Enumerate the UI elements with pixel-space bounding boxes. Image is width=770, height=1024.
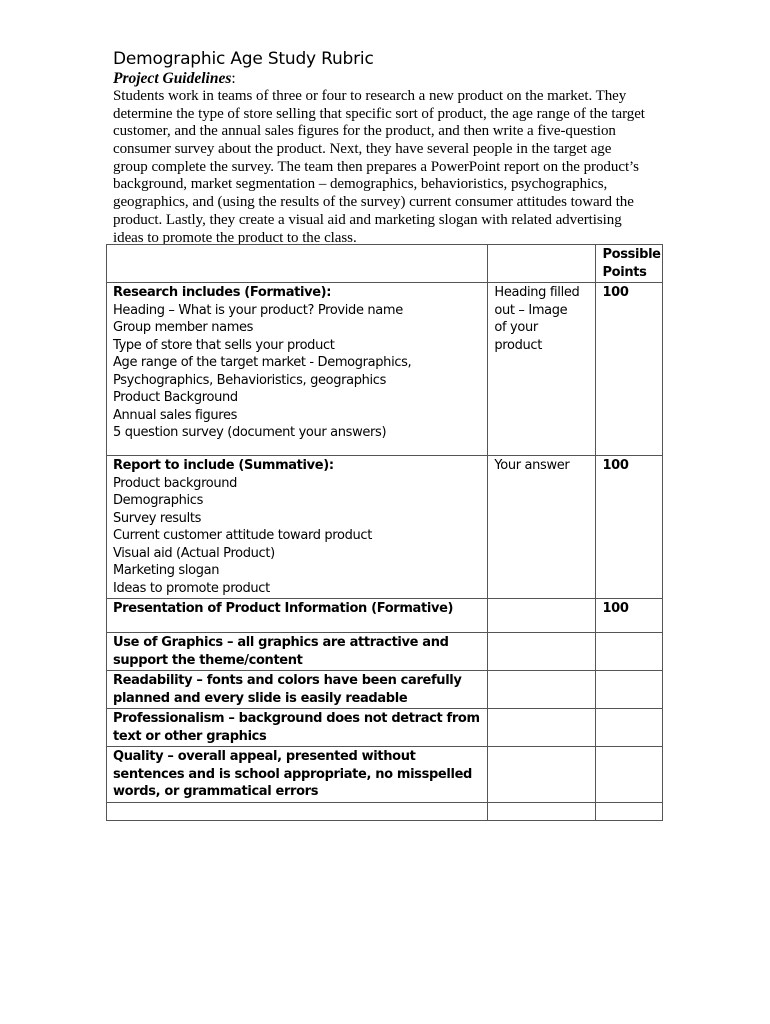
quality-notes-cell — [488, 747, 596, 803]
research-item: Psychographics, Behavioristics, geographics — [113, 372, 387, 388]
header-points-cell — [596, 245, 663, 283]
professionalism-text: Professionalism – background does not detract from text or other graphics — [113, 711, 480, 744]
guidelines-label — [113, 70, 236, 88]
research-item: Heading – What is your product? Provide name — [113, 302, 403, 318]
quality-points-cell — [596, 747, 663, 803]
research-note-line: out – Image — [494, 302, 568, 318]
guidelines-line: customer, and the annual sales figures for the product, and then write a five-question — [113, 123, 616, 140]
presentation-row — [107, 599, 663, 633]
guidelines-line: geographics, and (using the results of the survey) current consumer attitudes toward the — [113, 194, 634, 211]
graphics-row — [107, 633, 663, 671]
guidelines-line: consumer survey about the product. Next, they have several people in the target age — [113, 141, 612, 158]
research-heading: Research includes (Formative): — [113, 285, 332, 300]
presentation-criteria-cell: Presentation of Product Information (Formative) — [107, 599, 488, 633]
report-heading: Report to include (Summative): — [113, 458, 334, 473]
research-note-line: of your — [494, 320, 538, 335]
quality-criteria-cell — [107, 747, 488, 803]
guidelines-paragraph — [113, 88, 673, 247]
presentation-notes-cell — [488, 599, 596, 633]
report-row — [107, 456, 663, 599]
readability-points-cell — [596, 671, 663, 709]
quality-text: Quality – overall appeal, presented without sentences and is school appropriate, no misspelled words, or grammatical errors — [113, 749, 473, 799]
research-item: Type of store that sells your product — [113, 337, 335, 353]
document-title: Demographic Age Study Rubric — [113, 49, 374, 69]
research-note-line: product — [494, 337, 542, 353]
guidelines-line: ideas to promote the product to the class. — [113, 229, 357, 246]
header-criteria-cell — [107, 245, 488, 283]
report-item: Survey results — [113, 510, 202, 526]
research-item: Annual sales figures — [113, 407, 238, 423]
guidelines-line: group complete the survey. The team then prepares a PowerPoint report on the product’s — [113, 158, 639, 175]
research-notes-cell — [488, 283, 596, 456]
rubric-header-row — [107, 245, 663, 283]
report-item: Demographics — [113, 493, 204, 508]
research-item: Age range of the target market - Demographics, — [113, 355, 412, 370]
research-criteria-cell — [107, 283, 488, 456]
report-item: Ideas to promote product — [113, 580, 270, 596]
professionalism-row — [107, 709, 663, 747]
research-note-line: Heading filled — [494, 285, 580, 300]
readability-criteria-cell — [107, 671, 488, 709]
report-criteria-cell — [107, 456, 488, 599]
graphics-points-cell — [596, 633, 663, 671]
guidelines-heading: Project Guidelines — [113, 70, 232, 87]
blank-points-cell — [596, 802, 663, 820]
graphics-criteria-cell — [107, 633, 488, 671]
report-item: Product background — [113, 475, 238, 491]
professionalism-criteria-cell — [107, 709, 488, 747]
readability-row — [107, 671, 663, 709]
guidelines-colon: : — [231, 70, 236, 87]
professionalism-points-cell — [596, 709, 663, 747]
blank-row — [107, 802, 663, 820]
graphics-text: Use of Graphics – all graphics are attractive and support the theme/content — [113, 635, 449, 668]
graphics-notes-cell — [488, 633, 596, 671]
rubric-table — [106, 244, 663, 821]
research-row — [107, 283, 663, 456]
readability-notes-cell — [488, 671, 596, 709]
report-item: Marketing slogan — [113, 563, 220, 578]
guidelines-line: background, market segmentation – demographics, behavioristics, psychographics, — [113, 176, 608, 193]
research-item: Product Background — [113, 390, 238, 405]
professionalism-notes-cell — [488, 709, 596, 747]
report-item: Current customer attitude toward product — [113, 528, 372, 543]
header-points-line: Points — [602, 264, 647, 280]
quality-row — [107, 747, 663, 803]
blank-criteria-cell — [107, 802, 488, 820]
readability-text: Readability – fonts and colors have been carefully planned and every slide is easily readable — [113, 673, 462, 706]
guidelines-line: product. Lastly, they create a visual aid and marketing slogan with related advertising — [113, 211, 622, 228]
research-item: 5 question survey (document your answers) — [113, 425, 387, 440]
guidelines-line: Students work in teams of three or four to research a new product on the market. They — [113, 88, 627, 104]
header-points-line: Possible — [602, 247, 661, 262]
report-points-cell: 100 — [596, 456, 663, 599]
presentation-points-cell: 100 — [596, 599, 663, 633]
blank-notes-cell — [488, 802, 596, 820]
research-item: Group member names — [113, 320, 254, 335]
report-item: Visual aid (Actual Product) — [113, 545, 275, 561]
report-notes-cell: Your answer — [488, 456, 596, 599]
research-points-cell: 100 — [596, 283, 663, 456]
guidelines-line: determine the type of store selling that specific sort of product, the age range of the target — [113, 105, 645, 122]
header-notes-cell — [488, 245, 596, 283]
